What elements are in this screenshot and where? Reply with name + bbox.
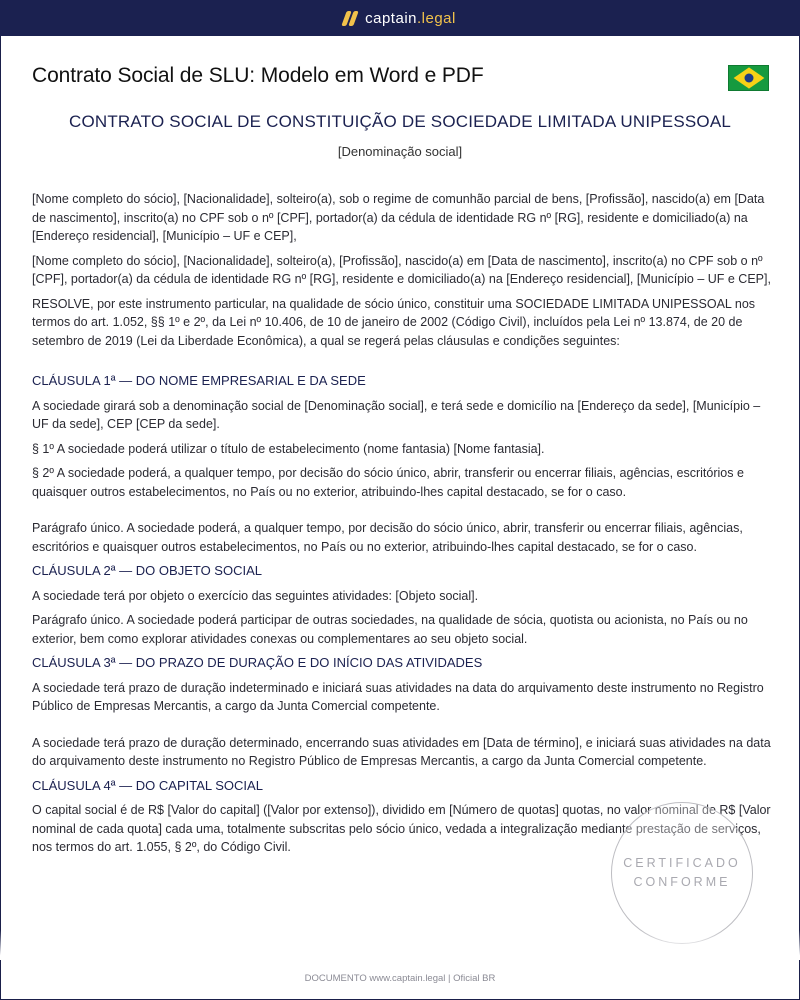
clause-1-paragraph: A sociedade girará sob a denominação social de [Denominação social], e terá sede e domicílio na [Endereço da sede], [Município – UF da sede], CEP [CEP da sede]. [32,398,761,431]
clause-2-title: CLÁUSULA 2ª — DO OBJETO SOCIAL [32,563,262,578]
page-fade [0,930,800,960]
brand-logo[interactable] [344,10,456,27]
footer-text: DOCUMENTO www.captain.legal | Oficial BR [304,973,496,984]
stamp-line: CERTIFICADO [623,856,741,870]
clause-2-paragraph: A sociedade terá por objeto o exercício das seguintes atividades: [Objeto social]. [32,588,479,603]
top-bar [0,0,800,36]
certification-stamp [611,802,753,944]
clause-3-paragraph: A sociedade terá prazo de duração indeterminado e iniciará suas atividades na data do arquivamento deste instrumento no Registro Público de Empresas Mercantis, a cargo da Junta Comercial competente. [32,680,764,713]
captain-logo-icon [344,11,356,26]
clause-1-sole-paragraph: Parágrafo único. A sociedade poderá, a qualquer tempo, por decisão do sócio único, abrir, transferir ou encerrar filiais, agências, escritórios e quaisquer outros estabelecimentos, no País ou no exterior, atribuindo-lhes capital destacado, se for o caso. [32,521,743,554]
contract-body [32,190,772,863]
clause-3-paragraph: A sociedade terá prazo de duração determinado, encerrando suas atividades em [Data de término], e iniciará suas atividades na data do arquivamento deste instrumento no Registro Público de Empresas Mercantis, a cargo da Junta Comercial competente. [32,735,771,768]
resolve-paragraph: RESOLVE, por este instrumento particular, na qualidade de sócio único, constituir uma SOCIEDADE LIMITADA UNIPESSOAL nos termos do art. 1.052, §§ 1º e 2º, da Lei nº 10.406, de 10 de janeiro de 2002 (Código Civil), incluídos pela Lei nº 13.874, de 20 de setembro de 2019 (Lei da Liberdade Econômica), a qual se regerá pelas cláusulas e condições seguintes: [32,296,756,348]
stamp-line: CONFORME [633,875,731,889]
contract-heading: CONTRATO SOCIAL DE CONSTITUIÇÃO DE SOCIEDADE LIMITADA UNIPESSOAL [68,112,732,131]
brand-name: captain.legal [365,9,456,27]
document-title: Contrato Social de SLU: Modelo em Word e PDF [32,64,484,87]
clause-4-title: CLÁUSULA 4ª — DO CAPITAL SOCIAL [32,777,263,793]
intro-paragraph: [Nome completo do sócio], [Nacionalidade], solteiro(a), [Profissão], nascido(a) em [Data de nascimento], inscrito(a) no CPF sob o nº [CPF], portador(a) da cédula de identidade RG nº [RG], residente e domiciliado(a) na [Endereço residencial], [Município – UF e CEP], [32,253,771,286]
clause-3-title: CLÁUSULA 3ª — DO PRAZO DE DURAÇÃO E DO INÍCIO DAS ATIVIDADES [32,655,483,670]
clause-4-paragraph: O capital social é de R$ [Valor do capital] ([Valor por extenso]), dividido em [Número de quotas] quotas, no valor nominal de R$ [Valor nominal de cada quota] cada uma, totalmente subscritas pelo sócio único, vedada a integralização mediante prestação de serviços, nos termos do art. 1.055, § 2º, do Código Civil. [32,803,771,854]
clause-1-title: CLÁUSULA 1ª — DO NOME EMPRESARIAL E DA SEDE [32,373,366,388]
intro-paragraph: [Nome completo do sócio], [Nacionalidade], solteiro(a), sob o regime de comunhão parcial de bens, [Profissão], nascido(a) em [Data de nascimento], inscrito(a) no CPF sob o nº [CPF], portador(a) da cédula de identidade RG nº [RG], residente e domiciliado(a) na [Endereço residencial], [Município – UF e CEP], [32,192,765,243]
contract-subheading: [Denominação social] [337,144,463,159]
clause-2-sole-paragraph: Parágrafo único. A sociedade poderá participar de outras sociedades, na qualidade de sócia, quotista ou acionista, no País ou no exterior, bem como explorar atividades conexas ou complementares ao seu objeto social. [32,613,748,646]
clause-1-paragraph: § 1º A sociedade poderá utilizar o título de estabelecimento (nome fantasia) [Nome fantasia]. [32,441,545,456]
brazil-flag-icon [728,65,769,91]
clause-1-paragraph: § 2º A sociedade poderá, a qualquer tempo, por decisão do sócio único, abrir, transferir ou encerrar filiais, agências, escritórios e quaisquer outros estabelecimentos, no País ou no exterior, atribuindo-lhes capital destacado, se for o caso. [32,466,744,499]
